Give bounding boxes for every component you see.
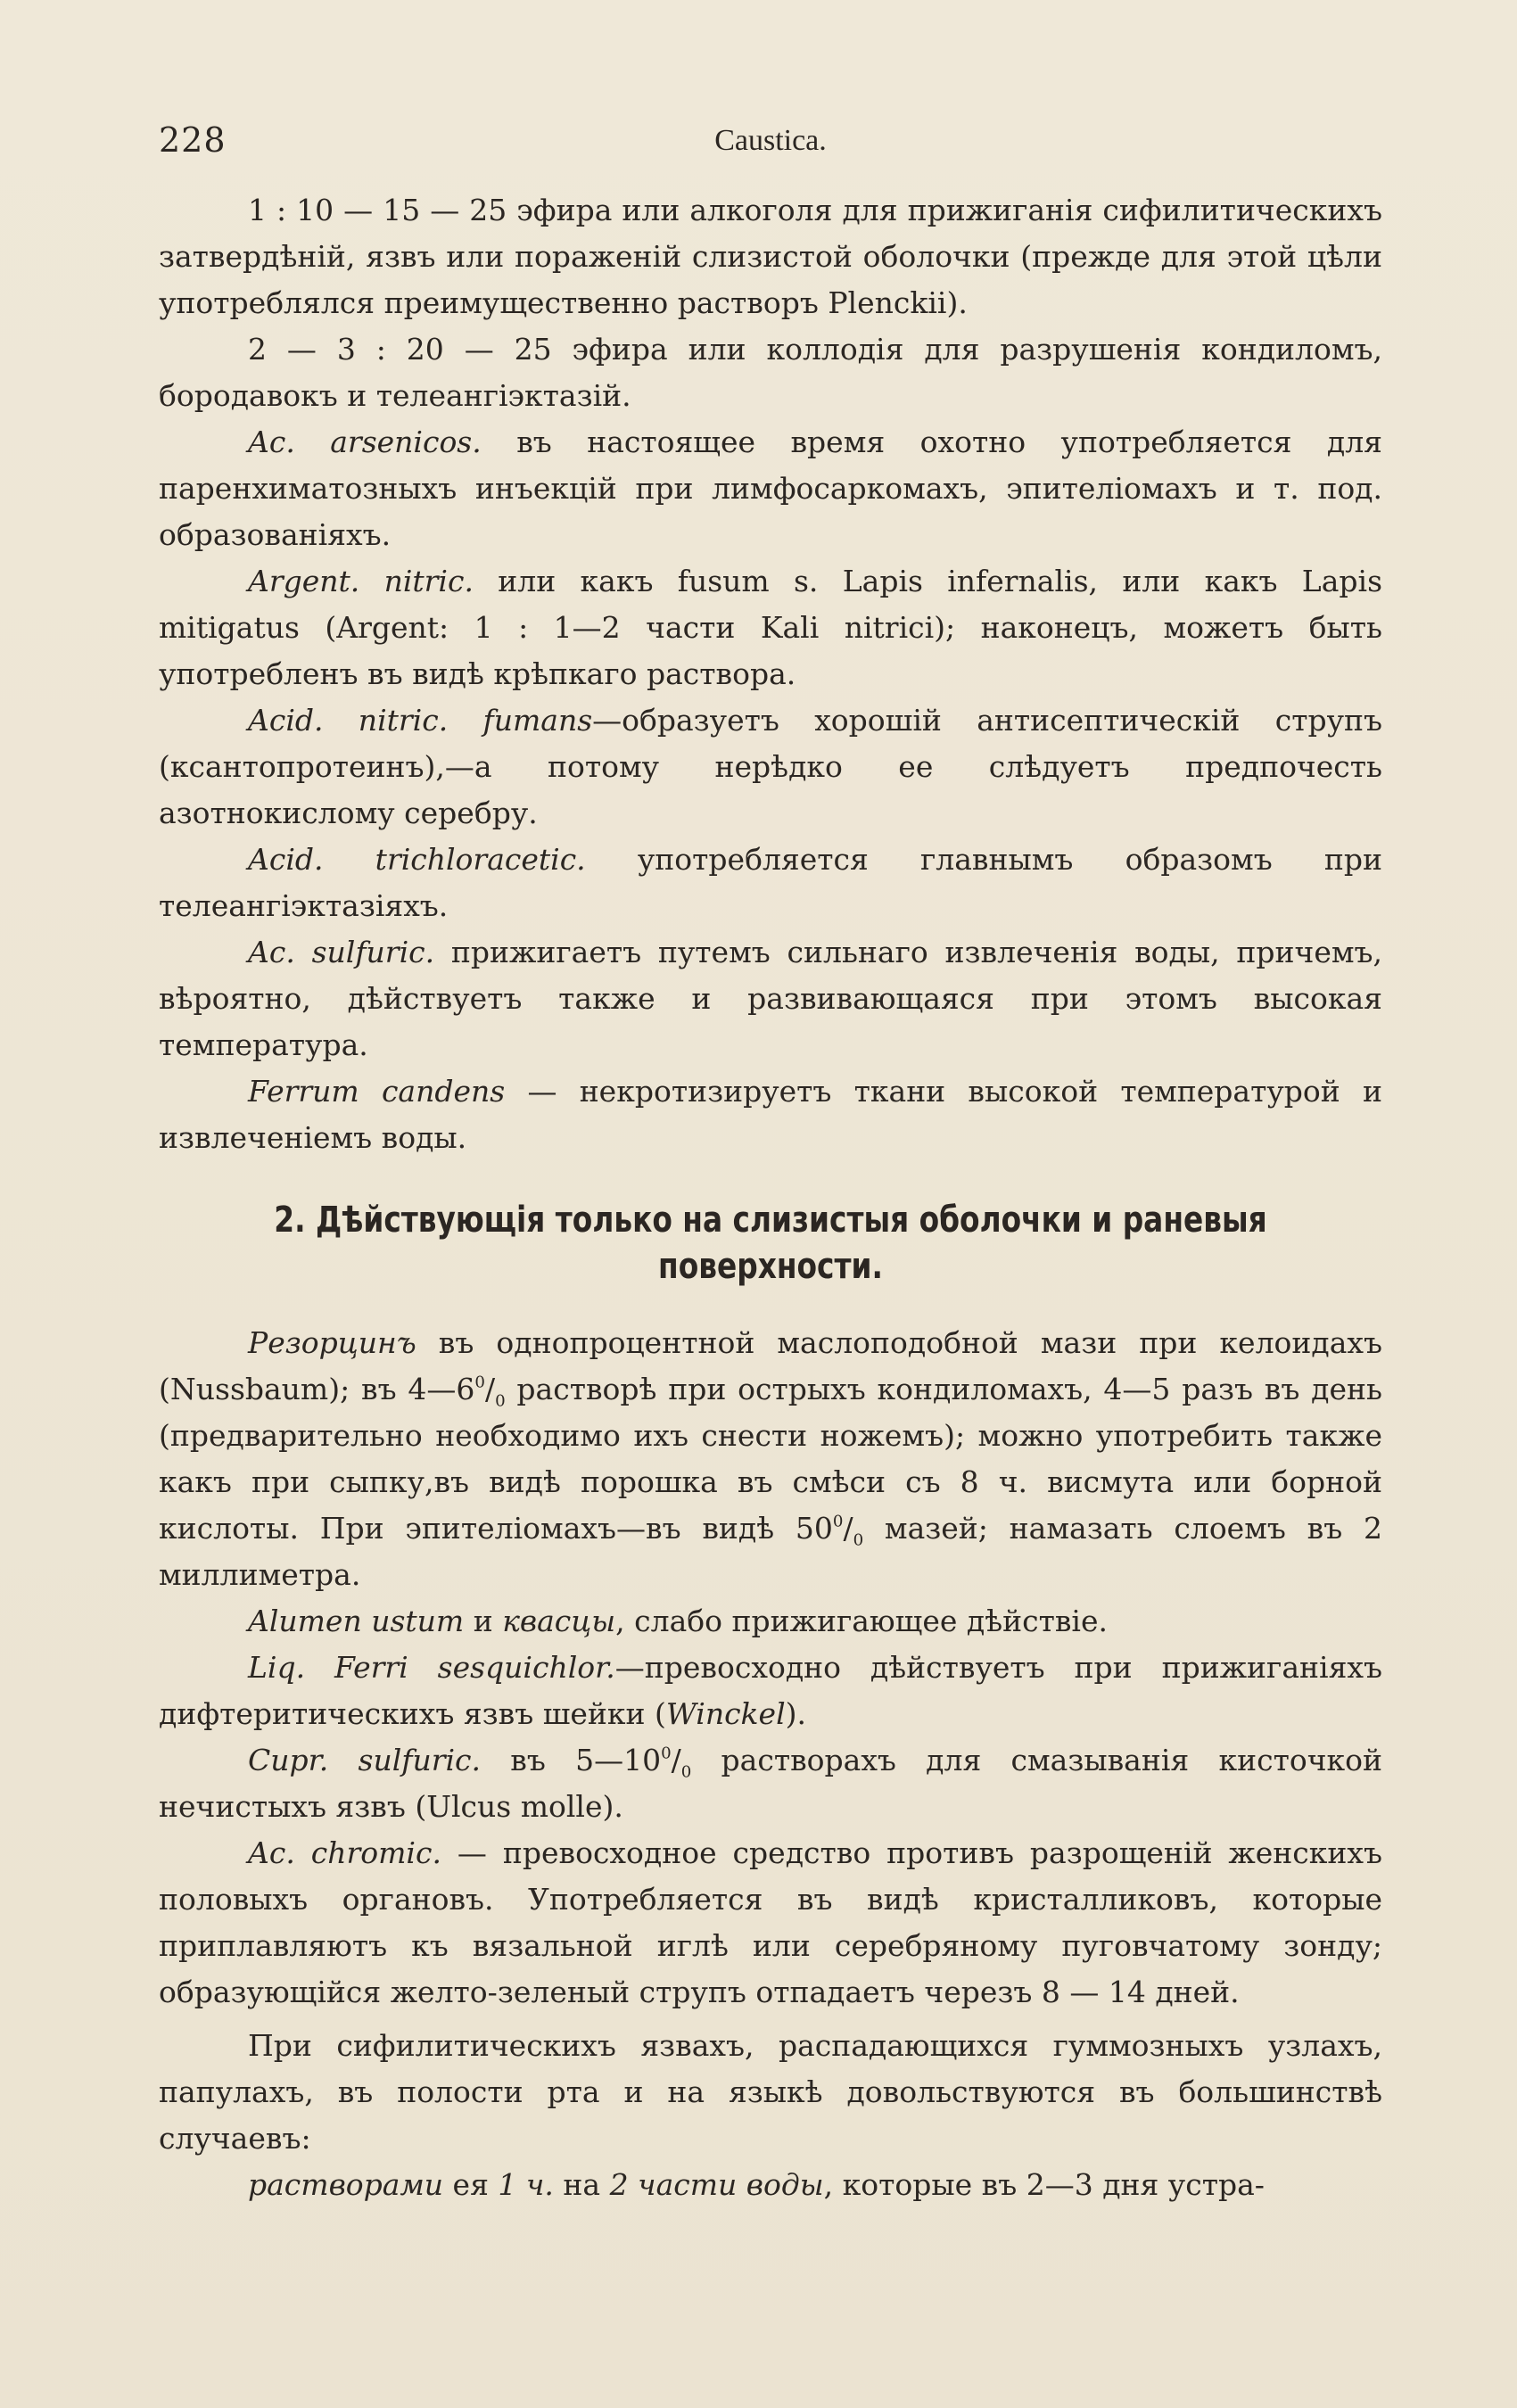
text-last-b: 1 ч. <box>498 2167 554 2202</box>
percent-sup: 0 <box>474 1373 485 1392</box>
term-cupr: Cupr. sulfuric. <box>248 1743 482 1777</box>
text-resorcin-c: мазей; намазать слоемъ въ 2 миллиметра. <box>159 1511 1383 1592</box>
paragraph-nitric <box>159 697 1382 837</box>
text-chromic: — превосходное средство противъ разрощеній женскихъ половыхъ органовъ. Употребляется въ видѣ кристалликовъ, которые приплавляютъ къ вязальной иглѣ или серебряному пуговчатому зонду; образующійся желто-зеленый струпъ отпадаетъ черезъ 8 — 14 дней. <box>159 1835 1382 2009</box>
term-ferri: Liq. Ferri sesquichlor. <box>248 1650 615 1685</box>
text-ferrum: — некротизируетъ ткани высокой температурой и извлеченіемъ воды. <box>159 1074 1382 1155</box>
paragraph-cupr <box>159 1737 1382 1830</box>
term-arsenicos: Ac. arsenicos. <box>248 425 482 459</box>
text-last-c: на <box>553 2167 610 2202</box>
paragraph-sulfuric <box>159 929 1382 1068</box>
text-last-a: ея <box>443 2167 499 2202</box>
text-argent: или какъ fusum s. Lapis infernalis, или какъ Lapis mitigatus (Argent: 1 : 1—2 части Kali nitrici); наконецъ, можетъ быть употребленъ въ видѣ крѣпкаго раствора. <box>159 564 1383 691</box>
paragraph-argent <box>159 558 1382 697</box>
text-alumen: , слабо прижигающее дѣйствіе. <box>615 1604 1108 1638</box>
paragraph-ferri <box>159 1645 1382 1737</box>
paragraph-chromic <box>159 1830 1382 2016</box>
text-last-e: , которые въ 2—3 дня устра- <box>823 2167 1265 2202</box>
section-heading: 2. Дѣйствующія только на слизистыя оболочки и раневыя поверхности. <box>274 1200 1267 1287</box>
paragraph-trichloracetic <box>159 837 1382 929</box>
term-alumen-ru: квасцы <box>502 1604 616 1638</box>
percent-slash: / <box>843 1511 853 1546</box>
running-title: Caustica. <box>714 124 827 157</box>
page-header <box>159 120 1382 165</box>
text-trichloracetic: употребляется главнымъ образомъ при телеангіэктазіяхъ. <box>159 842 1383 923</box>
percent-slash: / <box>484 1372 496 1406</box>
term-chromic: Ac. chromic. <box>248 1835 441 1870</box>
page-body <box>159 187 1382 2208</box>
text-nitric: —образуетъ хорошій антисептическій струпъ (ксантопротеинъ),—а потому нерѣдко ее слѣдуетъ предпочесть азотнокислому серебру. <box>159 703 1383 830</box>
paragraph-collodion: 2 — 3 : 20 — 25 эфира или коллодія для разрушенія кондиломъ, бородавокъ и телеангіэктазій. <box>159 332 1382 413</box>
text-resorcin-b: растворѣ при острыхъ кондиломахъ, 4—5 разъ въ день (предварительно необходимо ихъ снести ножемъ); можно употребить также какъ при сыпку,въ видѣ порошка въ смѣси съ 8 ч. висмута или борной кислоты. При эпителіомахъ—въ видѣ 50 <box>159 1372 1382 1546</box>
text-alumen-mid: и <box>464 1604 503 1638</box>
text-ferri-end: ). <box>785 1696 807 1731</box>
percent-sub: 0 <box>495 1391 506 1411</box>
paragraph-arsenicos <box>159 419 1382 558</box>
term-sulfuric: Ac. sulfuric. <box>248 935 435 969</box>
term-trichloracetic: Acid. trichloracetic. <box>248 842 586 877</box>
text-cupr-b: растворахъ для смазыванія кисточкой нечистыхъ язвъ (Ulcus molle). <box>159 1743 1382 1824</box>
paragraph-solution-ratio: 1 : 10 — 15 — 25 эфира или алкоголя для прижиганія сифилитическихъ затвердѣній, язвъ или пораженій слизистой оболочки (прежде для этой цѣли употреблялся преимущественно растворъ Plenckii). <box>159 193 1382 320</box>
page-number: 228 <box>159 120 227 160</box>
paragraph-ferrum <box>159 1068 1382 1161</box>
author-winckel: Winckel <box>665 1696 786 1731</box>
text-last-d: 2 части воды <box>609 2167 824 2202</box>
term-resorcin: Резорцинъ <box>248 1325 416 1360</box>
text-sulfuric: прижигаетъ путемъ сильнаго извлеченія воды, причемъ, вѣроятно, дѣйствуетъ также и развивающаяся при этомъ высокая температура. <box>159 935 1383 1062</box>
term-solutions: растворами <box>248 2167 444 2202</box>
term-nitric: Acid. nitric. fumans <box>248 703 593 738</box>
percent-sub: 0 <box>680 1762 692 1782</box>
paragraph-syphilitic: При сифилитическихъ язвахъ, распадающихся гуммозныхъ узлахъ, папулахъ, въ полости рта и на языкѣ довольствуются въ большинствѣ случаевъ: <box>159 2028 1382 2156</box>
percent-slash: / <box>671 1743 681 1777</box>
text-resorcin-a: въ однопроцентной маслоподобной мази при келоидахъ (Nussbaum); въ 4—6 <box>159 1325 1382 1406</box>
paragraph-solutions <box>159 2162 1382 2208</box>
text-cupr-a: въ 5—10 <box>481 1743 662 1777</box>
text-ferri: —превосходно дѣйствуетъ при прижиганіяхъ дифтеритическихъ язвъ шейки ( <box>159 1650 1382 1731</box>
term-ferrum: Ferrum candens <box>248 1074 506 1109</box>
term-argent: Argent. nitric. <box>248 564 474 598</box>
percent-sup: 0 <box>661 1744 672 1763</box>
paragraph-resorcin <box>159 1320 1382 1598</box>
paragraph-alumen <box>159 1598 1382 1645</box>
percent-sub: 0 <box>853 1530 864 1550</box>
percent-sup: 0 <box>832 1512 844 1531</box>
text-arsenicos: въ настоящее время охотно употребляется для паренхиматозныхъ инъекцій при лимфосаркомахъ, эпителіомахъ и т. под. образованіяхъ. <box>159 425 1382 552</box>
term-alumen: Alumen ustum <box>248 1604 465 1638</box>
